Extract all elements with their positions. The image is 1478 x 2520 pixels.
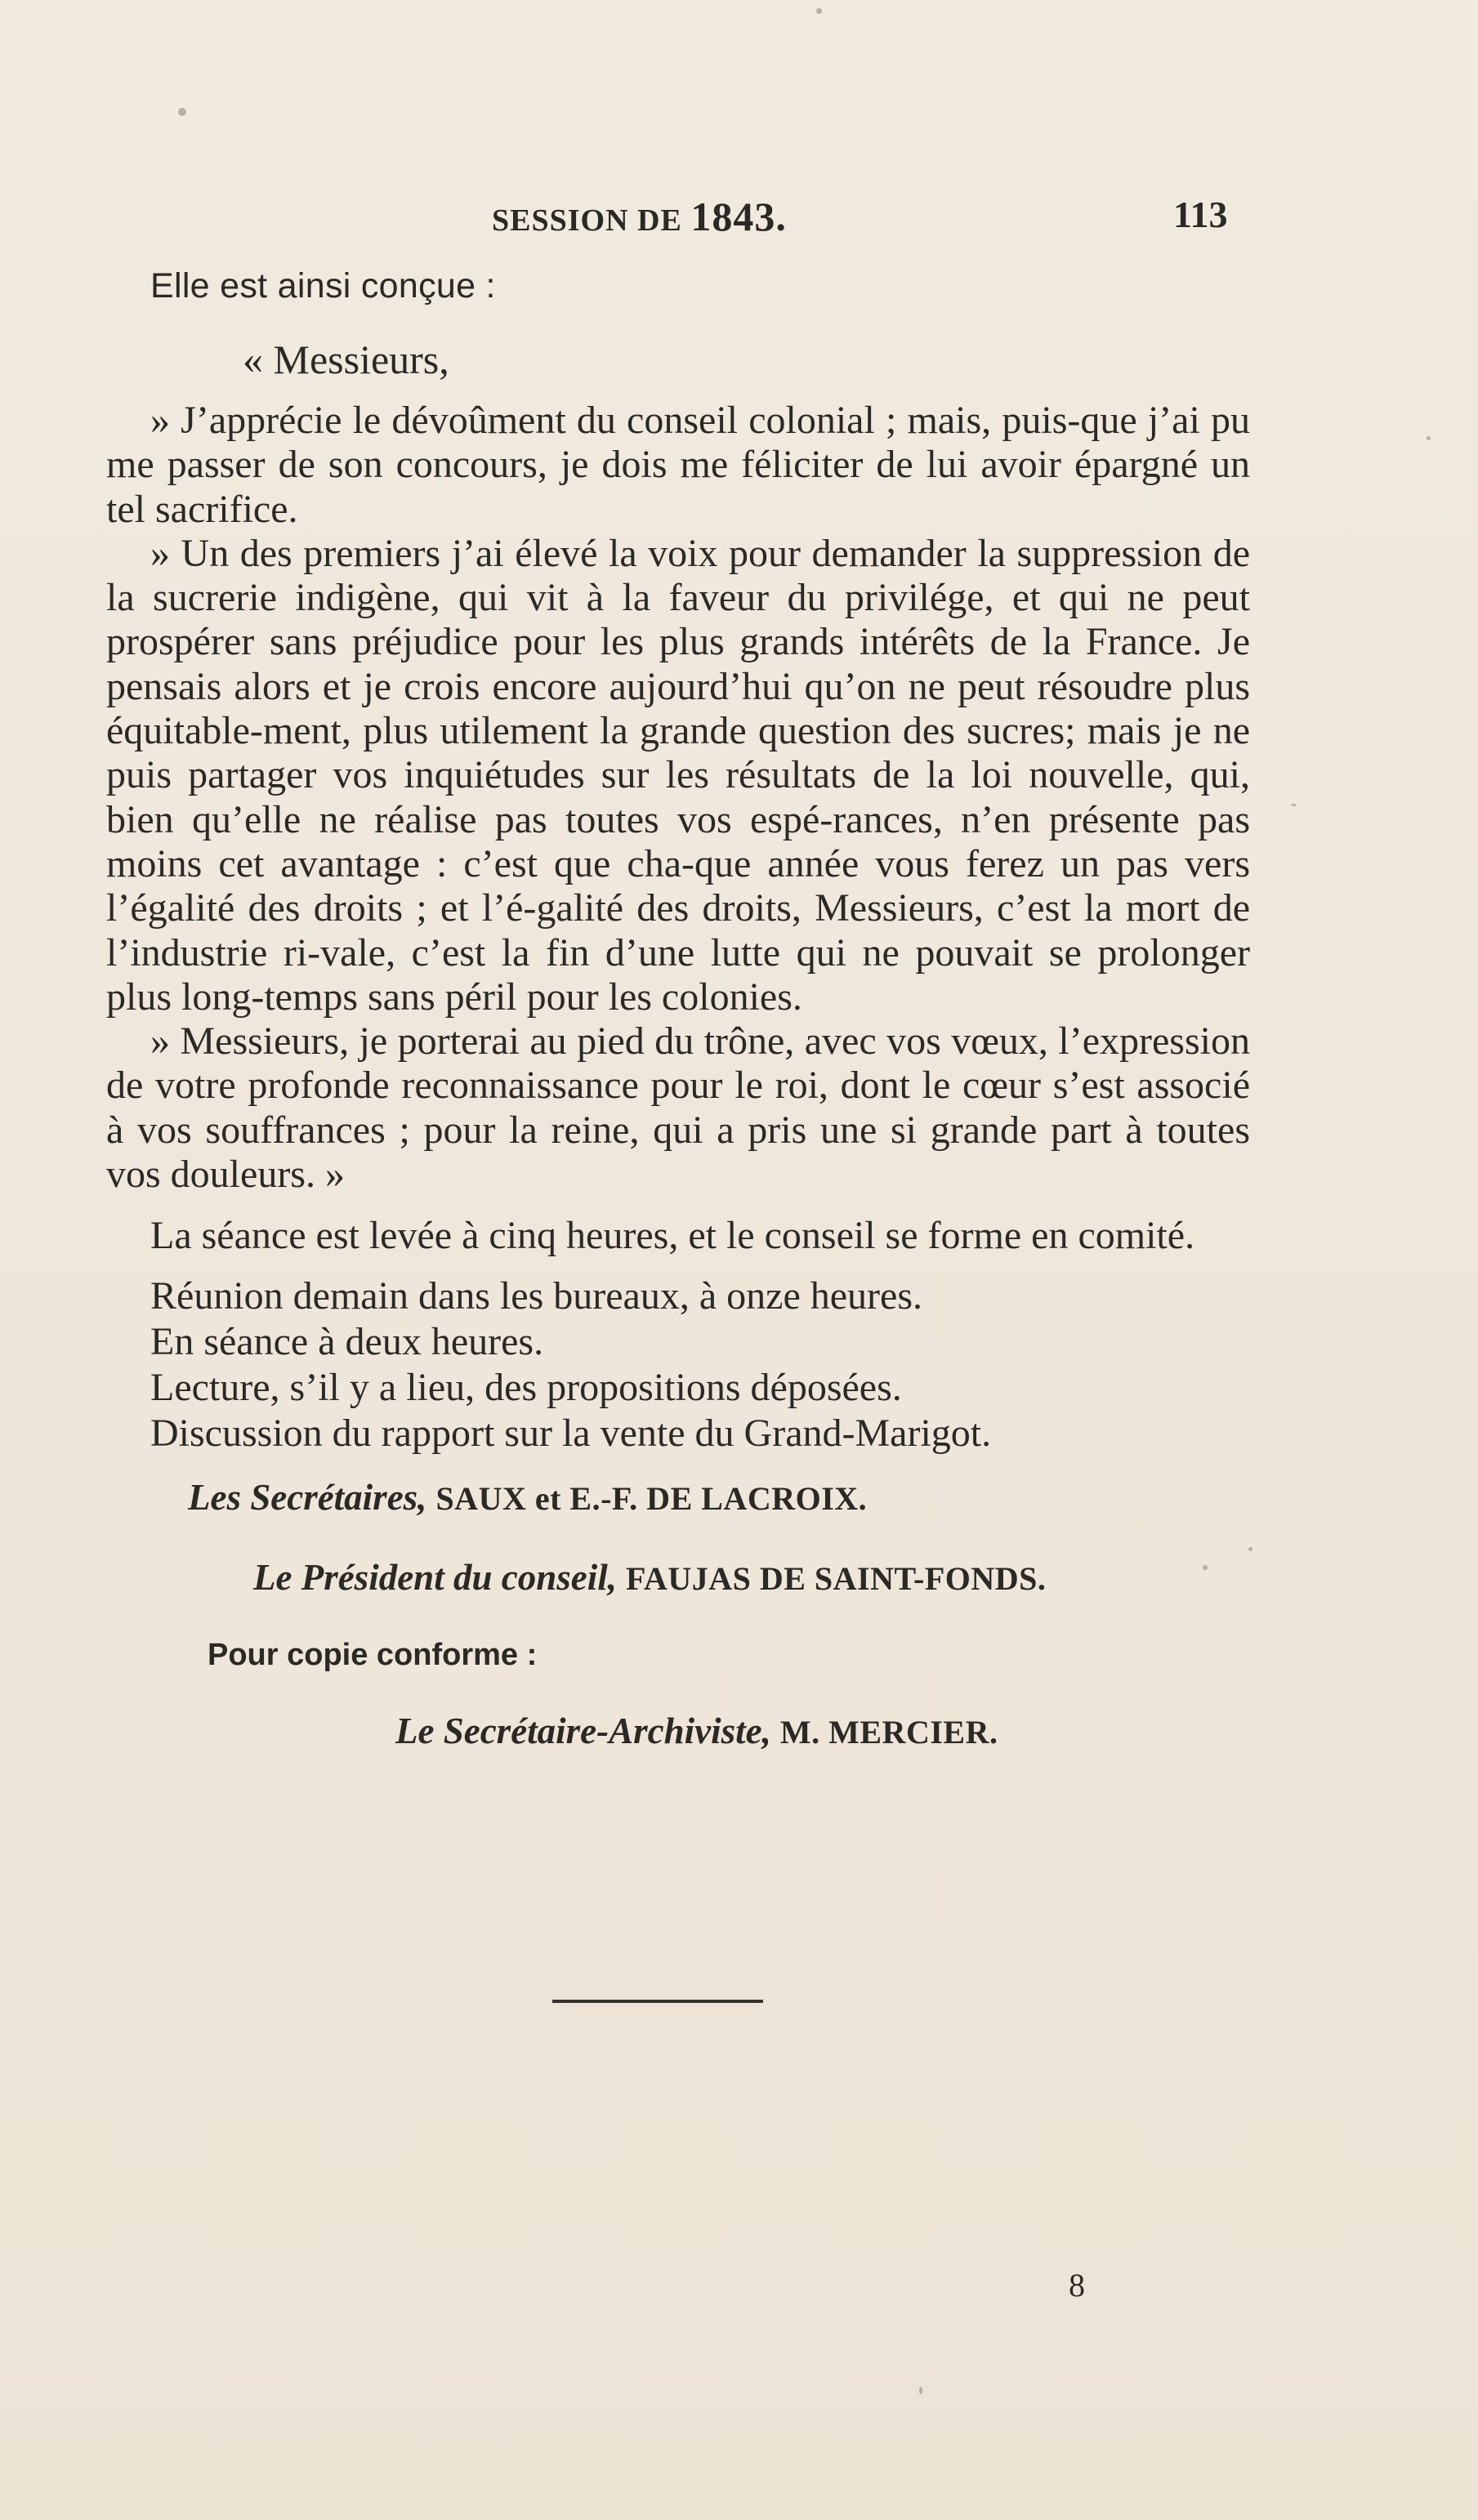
closing-paragraph: La séance est levée à cinq heures, et le conseil se forme en comité. (150, 1214, 1195, 1258)
president-name: FAUJAS DE SAINT-FONDS. (625, 1560, 1047, 1598)
running-title (492, 193, 787, 240)
agenda-item: En séance à deux heures. (150, 1320, 544, 1364)
running-title-year: 1843. (690, 194, 787, 239)
signature-mark: 8 (1069, 2267, 1085, 2304)
page-header (0, 193, 1478, 242)
agenda-item: Lecture, s’il y a lieu, des propositions déposées. (150, 1366, 902, 1410)
paper-speck (1427, 436, 1431, 440)
archivist-signature (395, 1708, 1250, 1755)
paper-speck (1291, 804, 1297, 806)
secretaries-role: Les Secrétaires, (188, 1477, 427, 1519)
closing-rule (552, 2000, 763, 2003)
agenda-item: Réunion demain dans les bureaux, à onze heures. (150, 1274, 923, 1318)
agenda-item: Discussion du rapport sur la vente du Grand-Marigot. (150, 1412, 992, 1456)
secretaries-names: SAUX et E.-F. DE LACROIX. (435, 1480, 868, 1518)
paper-speck (178, 108, 186, 116)
president-role: Le Président du conseil, (253, 1557, 617, 1599)
agenda-list (150, 1273, 1250, 1456)
archivist-role: Le Secrétaire-Archiviste, (395, 1710, 771, 1752)
paper-speck (1203, 1565, 1208, 1570)
president-signature (253, 1554, 1250, 1602)
page-body (106, 263, 1250, 1755)
quote-paragraph-1: » J’apprécie le dévoûment du conseil colonial ; mais, puis-que j’ai pu me passer de son concours, je dois me féliciter de lui avoir épargné un tel sacrifice. (106, 399, 1250, 531)
paper-speck (1248, 1547, 1253, 1551)
paper-speck (919, 2387, 922, 2394)
quote-paragraph-2: » Un des premiers j’ai élevé la voix pour demander la suppression de la sucrerie indigène, qui vit à la faveur du privilége, et qui ne peut prospérer sans préjudice pour les plus grands intérêts de la France. Je pensais alors et je crois encore aujourd’hui qu’on ne peut résoudre plus équitable-ment, plus utilement la grande question des sucres; mais je ne puis partager vos inquiétudes sur les résultats de la loi nouvelle, qui, bien qu’elle ne réalise pas toutes vos espé-rances, n’en présente pas moins cet avantage : c’est que cha-que année vous ferez un pas vers l’égalité des droits ; et l’é-galité des droits, Messieurs, c’est la mort de l’industrie ri-vale, c’est la fin d’une lutte qui ne pouvait se prolonger plus long-temps sans péril pour les colonies. (106, 531, 1250, 1019)
archivist-name: M. MERCIER. (779, 1714, 998, 1751)
paper-speck (816, 8, 822, 14)
running-title-prefix: SESSION DE (492, 203, 682, 238)
page-number: 113 (1173, 194, 1228, 235)
quote-paragraph-3: » Messieurs, je porterai au pied du trône, avec vos vœux, l’expression de votre profonde reconnaissance pour le roi, dont le cœur s’est associé à vos souffrances ; pour la reine, qui a pris une si grande part à toutes vos douleurs. » (106, 1019, 1250, 1197)
salutation: « Messieurs, (243, 337, 449, 382)
secretaries-signature (188, 1474, 1250, 1522)
lead-line: Elle est ainsi conçue : (150, 266, 496, 306)
copy-note: Pour copie conforme : (208, 1638, 538, 1673)
